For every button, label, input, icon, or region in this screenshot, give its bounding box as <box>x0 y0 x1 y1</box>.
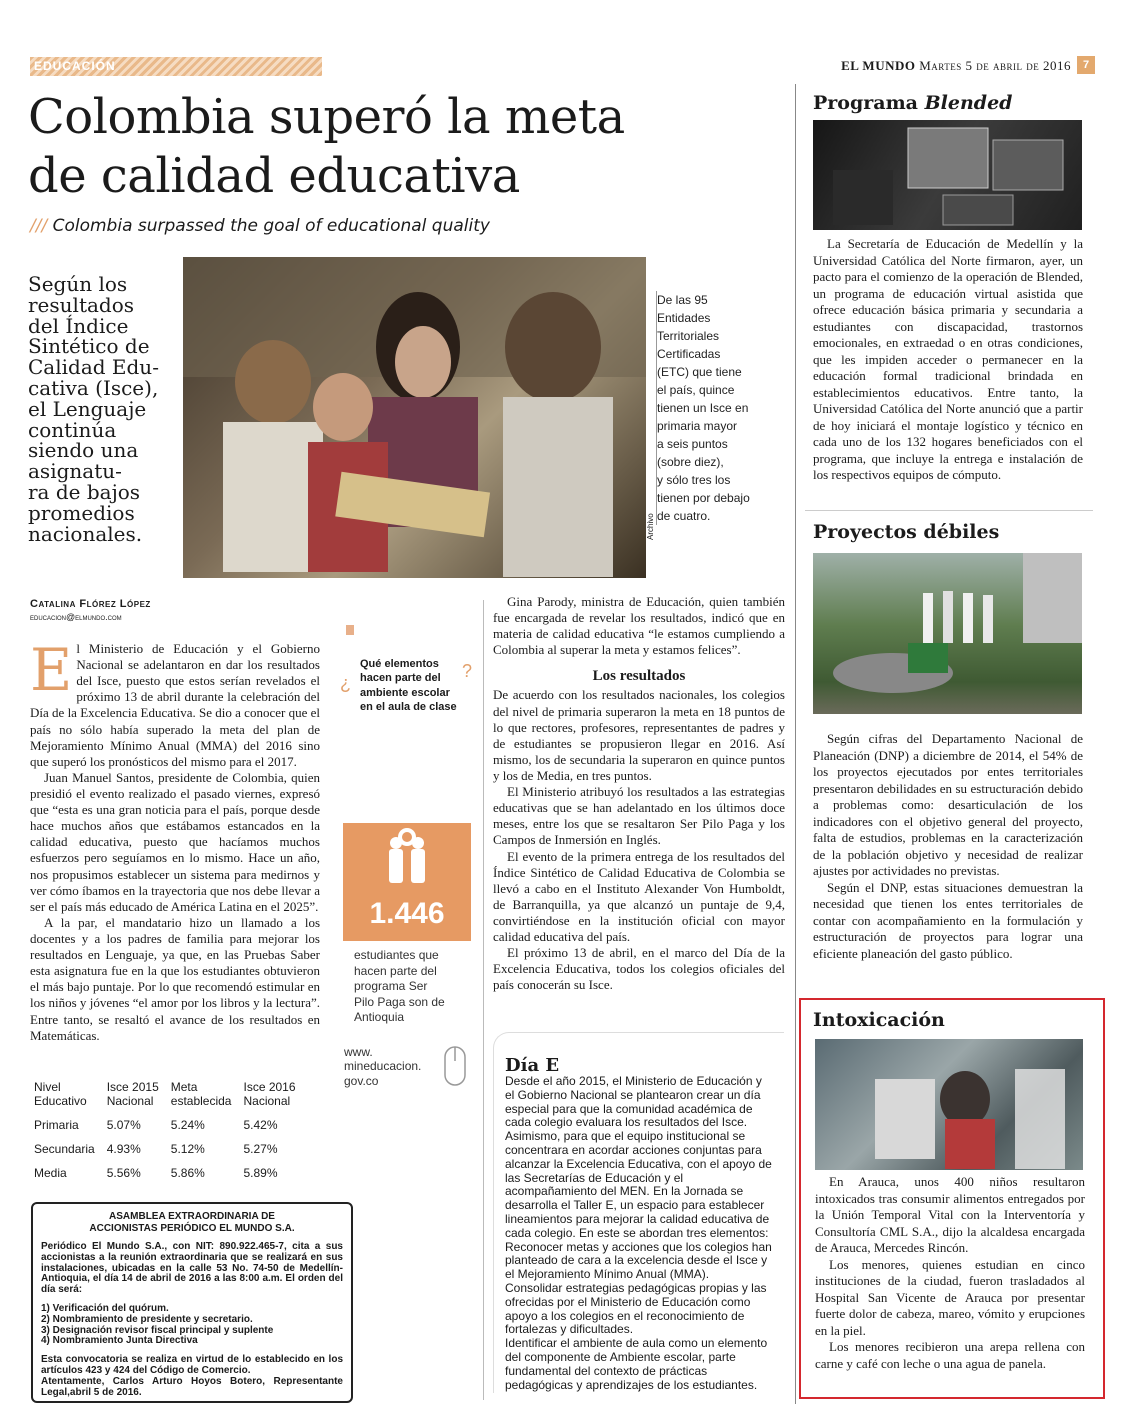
dia-e-title: Día E <box>505 1055 560 1076</box>
proyectos-photo <box>813 553 1082 714</box>
subsection-title: Los resultados <box>592 668 686 685</box>
construction-site-illustration <box>813 553 1082 714</box>
caption-line: Entidades <box>657 311 711 325</box>
paragraph: Desde el año 2015, el Ministerio de Educación y el Gobierno Nacional se plantearon crear un día especial para que la comunidad académica de cada colegio evaluara los resultados del Isce. Asimismo, para que el equipo institucional se concentrara en acordar acciones conjuntas para alcanzar la Excelencia Educativa, con el apoyo de las Secretarías de Educación y el acompañamiento del MEN. En la Jornada se desarrolla el Taller E, un espacio para establecer lineamientos para mejorar la calidad educativa de cada colegio. En este se abordan tres elementos: <box>505 1074 772 1240</box>
photo-caption <box>656 291 769 525</box>
caption-line: de cuatro. <box>657 509 711 523</box>
question-box <box>340 625 472 714</box>
agenda-item: 2) Nombramiento de presidente y secretario. <box>41 1313 253 1325</box>
subheadline <box>30 216 490 236</box>
paper-name: EL MUNDO <box>841 58 916 73</box>
author-email: educacion@elmundo.com <box>30 612 122 622</box>
column-header-line: Isce 2015 <box>106 1080 159 1094</box>
intoxicacion-title: Intoxicación <box>813 1009 945 1031</box>
paragraph: El Ministerio atribuyó los resultados a las estrategias educativas que se han adelantado en los últimos doce meses, entre los que se resaltaron Ser Pilo Paga y los Campos de Inmersión en Inglés. <box>493 784 785 848</box>
subhead-marks: /// <box>30 216 48 236</box>
table-cell: Primaria <box>34 1118 79 1132</box>
notice-signature: Atentamente, Carlos Arturo Hoyos Botero, Representante Legal,abril 5 de 2016. <box>41 1375 343 1398</box>
lead-line: el Lenguaje <box>28 396 147 421</box>
photo-credit: Archivo <box>646 513 655 540</box>
question-open-mark: ¿ <box>340 673 351 693</box>
drop-cap: E <box>30 636 73 704</box>
issue-date: Martes 5 de abril de 2016 <box>919 58 1071 73</box>
notice-agenda <box>41 1304 343 1347</box>
agenda-item: 4) Nombramiento Junta Directiva <box>41 1335 198 1347</box>
column-header-line: Nivel <box>34 1080 61 1094</box>
lead-line: resultados <box>28 292 135 317</box>
column-header <box>171 1078 244 1112</box>
column-rule <box>483 600 484 1400</box>
column-header-line: establecida <box>170 1094 232 1108</box>
subhead-text: Colombia surpassed the goal of educational quality <box>52 216 490 236</box>
intoxicacion-text <box>815 1174 1085 1372</box>
table-cell: Secundaria <box>34 1142 95 1156</box>
agenda-item: 3) Designación revisor fiscal principal y suplente <box>41 1324 274 1336</box>
caption-line: el país, quince <box>657 383 735 397</box>
stat-line: estudiantes que <box>354 948 439 962</box>
notice-paragraph: Periódico El Mundo S.A., con NIT: 890.922.465-7, cita a sus accionistas a la reunión extraordinaria que se realizará en sus instalaciones, ubicadas en la calle 53 No. 74-50 de Medellín-Antioquia, el día 14 de abril de 2016 a las 8:00 a.m. El orden del día será: <box>41 1241 343 1296</box>
stat-line: hacen parte del <box>354 963 437 978</box>
table-cell: 5.27% <box>243 1142 278 1156</box>
blended-title <box>813 92 1012 114</box>
lead-line: Según los <box>28 272 128 296</box>
caption-line: tienen por debajo <box>657 491 750 505</box>
table-cell: 5.89% <box>243 1166 278 1180</box>
caption-line: a seis puntos <box>657 437 728 451</box>
column-rule <box>795 84 796 1404</box>
blended-photo <box>813 120 1082 230</box>
paragraph: De acuerdo con los resultados nacionales, los colegios del nivel de primaria superaron la meta en 18 puntos de lo que rectores, profesores, representantes de padres y de estudiantes se propusieron llegar en 2016. Así mismo, los de secundaria la superaron en quince puntos y los de Media, en tres puntos. <box>493 687 785 783</box>
table-cell: 5.86% <box>170 1166 205 1180</box>
dia-e-text <box>505 1075 773 1392</box>
proyectos-text <box>813 731 1083 962</box>
table-header-row <box>34 1078 308 1112</box>
headline <box>28 88 788 205</box>
column-header <box>243 1078 307 1112</box>
column-header-line: Meta <box>170 1080 198 1094</box>
question-close-mark: ? <box>461 661 472 681</box>
paragraph: Reconocer metas y acciones que los colegios han planteado de cara a la excelencia desde el Isce y el Mejoramiento Mínimo Anual (MMA). <box>505 1239 772 1282</box>
question-text: Qué elementos hacen parte del ambiente escolar en el aula de clase <box>360 658 457 713</box>
stat-number: 1.446 <box>369 897 445 930</box>
article-column-3 <box>493 594 785 994</box>
proyectos-title: Proyectos débiles <box>813 521 1000 543</box>
headline-line: de calidad educativa <box>28 147 520 204</box>
table-cell: 5.42% <box>243 1118 278 1132</box>
paragraph: Juan Manuel Santos, presidente de Colombia, quien presidió el evento realizado el pasado viernes, expresó que “esta es una gran noticia para el país, porque desde hace muchos años que estábamos estancados en la calidad educativa, puesto que hacíamos muchos esfuerzos pero seguíamos en lo mismo. Hace un año, nos propusimos establecer un sistema para medirnos y ver cómo íbamos en la trayectoria que nos debe llevar a ser el país más educado de América Latina en el 2025”. <box>30 769 320 914</box>
paragraph: La Secretaría de Educación de Medellín y la Universidad Católica del Norte firmaron, ayer, un pacto para el comienzo de la operación de Blended, un programa de educación virtual asistida que ofrece educación básica primaria y secundaria a estudiantes con discapacidad, trastornos emocionales, en extraedad o en otras condiciones, que les impiden acceder o permanecer en la educación formal tradicional brindada en establecimientos educativos. Entre tanto, la Universidad Católica del Norte anunció que a partir de hoy iniciará el montaje logístico y técnico en cada uno de los 132 hogares beneficiados con el programa, que incluye la entrega e instalación de los respectivos equipos de cómputo. <box>813 236 1083 482</box>
caption-line: (sobre diez), <box>657 455 724 469</box>
main-photo <box>183 257 646 578</box>
website-link[interactable] <box>344 1045 421 1088</box>
intoxicacion-photo <box>815 1039 1083 1170</box>
headline-line: Colombia superó la meta <box>28 89 625 145</box>
lead-paragraph <box>28 274 178 544</box>
table-cell: 5.12% <box>170 1142 205 1156</box>
lead-line: Sintético de <box>28 334 150 359</box>
shareholders-notice <box>31 1202 353 1403</box>
link-line: gov.co <box>344 1073 379 1088</box>
blended-text <box>813 236 1083 484</box>
table-cell: 5.56% <box>106 1166 141 1180</box>
column-header-line: Nacional <box>243 1094 291 1108</box>
table-cell: Media <box>34 1166 67 1180</box>
link-line: www. <box>344 1045 373 1059</box>
section-tag: EDUCACIÓN <box>30 57 322 76</box>
computer-screens-illustration <box>813 120 1082 230</box>
lead-line: cativa (Isce), <box>28 375 159 400</box>
paragraph: A la par, el mandatario hizo un llamado a los docentes y a los padres de familia para mejorar los resultados en Lenguaje, ya que, en las Pruebas Saber esta asignatura fue en la que los estudiantes obtuvieron el más bajo puntaje. Por lo que recomendó estimular en los niños y jóvenes “el amor por los libros y la lectura”. Entre tanto, se resaltó el avance de los resultados en Matemáticas. <box>30 914 320 1043</box>
paragraph: En Arauca, unos 400 niños resultaron intoxicados tras consumir alimentos entregados por la Unión Temporal Vital con la Interventoría y Consultoría CML S.A., dijo la alcaldesa encargada de Arauca, Mercedes Rincón. <box>815 1174 1085 1255</box>
stat-line: Antioquia <box>354 1010 405 1025</box>
results-table-wrap <box>34 1078 308 1184</box>
paragraph: El evento de la primera entrega de los resultados del Índice Sintético de Calidad Educativa de Colombia se llevó a cabo en el Instituto Alexander Von Humboldt, de Barranquilla, ya que alcanzó un puntaje de 9,4, convirtiéndose en la institución oficial con mayor calidad educativa del país. <box>493 848 785 945</box>
stat-description <box>354 948 464 1026</box>
lead-line: nacionales. <box>28 521 143 546</box>
paragraph: l Ministerio de Educación y el Gobierno Nacional se adelantaron en dar los resultados del Isce, puesto que estos serían revelados el próximo 13 de abril durante la celebración del Día de la Excelencia Educativa. Se dio a conocer que el país no sólo había superado la meta del plan de Mejoramiento Mínimo Anual (MMA) del 2016 sino que superó los pronósticos del mismo para el 2017. <box>30 641 320 769</box>
column-header-line: Isce 2016 <box>243 1080 296 1094</box>
byline: Catalina Flórez López <box>30 598 151 610</box>
table-cell: 5.07% <box>106 1118 141 1132</box>
stat-line: programa Ser <box>354 979 428 994</box>
hospital-scene-illustration <box>815 1039 1083 1170</box>
caption-line: tienen un Isce en <box>657 401 749 415</box>
mouse-icon <box>443 1045 467 1087</box>
caption-line: primaria mayor <box>657 419 738 433</box>
lead-line: siendo una <box>28 438 139 463</box>
masthead <box>841 58 1071 74</box>
table-cell: 5.24% <box>170 1118 205 1132</box>
results-table <box>34 1078 308 1184</box>
lead-line: ra de bajos <box>28 479 141 504</box>
lead-line: asignatu- <box>28 459 122 484</box>
notice-title: ACCIONISTAS PERIÓDICO EL MUNDO S.A. <box>89 1222 295 1234</box>
divider <box>805 510 1093 511</box>
paragraph: Consolidar estrategias pedagógicas propias y las ofrecidas por el Ministerio de Educación como apoyo a los colegios en el reconocimiento de fortalezas y dificultades. <box>505 1280 767 1337</box>
classroom-photo-illustration <box>183 257 646 578</box>
column-header <box>107 1078 171 1112</box>
table-row <box>34 1112 308 1136</box>
page-number: 7 <box>1077 56 1095 74</box>
caption-line: Certificadas <box>657 347 721 361</box>
caption-line: De las 95 <box>657 293 708 307</box>
students-icon <box>343 823 471 893</box>
paragraph: Gina Parody, ministra de Educación, quien también fue encargada de revelar los resultados, indicó que en materia de calidad educativa “le estamos cumpliendo a Colombia al superar la meta y estamos felices”. <box>493 594 785 658</box>
lead-line: continúa <box>28 417 117 442</box>
column-header <box>34 1078 107 1112</box>
notice-title: ASAMBLEA EXTRAORDINARIA DE <box>109 1211 275 1222</box>
blended-title-a: Programa <box>813 92 925 114</box>
blended-title-b: Blended <box>924 92 1013 114</box>
paragraph: Según cifras del Departamento Nacional de Planeación (DNP) a diciembre de 2014, el 54% de los proyectos ejecutados por entes territoriales presentaron debilidades en su estructuración debido a problemas como: desarticulación de los indicadores con el objetivo general del proyecto, falta de estudios, problemas en la caracterización de la población objetivo y necesidad de realizar ajustes por actividades no previstas. <box>813 731 1083 878</box>
article-column-1 <box>30 636 320 1044</box>
table-row <box>34 1160 308 1184</box>
paragraph: Los menores, quienes estudian en cinco instituciones de la ciudad, fueron trasladados al Hospital San Vicente de Arauca por presentar fuerte dolor de cabeza, mareo, vómito y erupciones en la piel. <box>815 1256 1085 1338</box>
column-header-line: Nacional <box>106 1094 154 1108</box>
agenda-item: 1) Verificación del quórum. <box>41 1302 169 1314</box>
question-box-marker <box>346 625 354 635</box>
paragraph: El próximo 13 de abril, en el marco del Día de la Excelencia Educativa, todos los colegios oficiales del país conocerán su Isce. <box>493 945 785 993</box>
caption-line: (ETC) que tiene <box>657 365 742 379</box>
lead-line: promedios <box>28 500 135 525</box>
column-header-line: Educativo <box>34 1094 87 1108</box>
lead-line: Calidad Edu- <box>28 355 159 380</box>
link-line: mineducacion. <box>344 1059 422 1074</box>
lead-line: del Índice <box>28 313 129 338</box>
table-row <box>34 1136 308 1160</box>
paragraph: Los menores recibieron una arepa rellena con carne y café con leche o una agua de panela. <box>815 1339 1085 1371</box>
paragraph: Según el DNP, estas situaciones demuestran la necesidad que tienen los entes territoriales de contar con acompañamiento en la formulación y estructuración de proyectos para lograr una eficiente planeación del gasto público. <box>813 879 1083 961</box>
caption-line: Territoriales <box>657 329 720 343</box>
table-cell: 4.93% <box>106 1142 141 1156</box>
paragraph: Identificar el ambiente de aula como un elemento del componente de Ambiente escolar, parte fundamental del contexto de prácticas pedagógicas y aprendizajes de los estudiantes. <box>505 1336 768 1392</box>
notice-paragraph: Esta convocatoria se realiza en virtud de lo establecido en los artículos 423 y 424 del Código de Comercio. <box>41 1354 343 1376</box>
stat-line: Pilo Paga son de <box>354 994 445 1009</box>
table-body <box>34 1112 308 1184</box>
caption-line: y sólo tres los <box>657 473 731 487</box>
